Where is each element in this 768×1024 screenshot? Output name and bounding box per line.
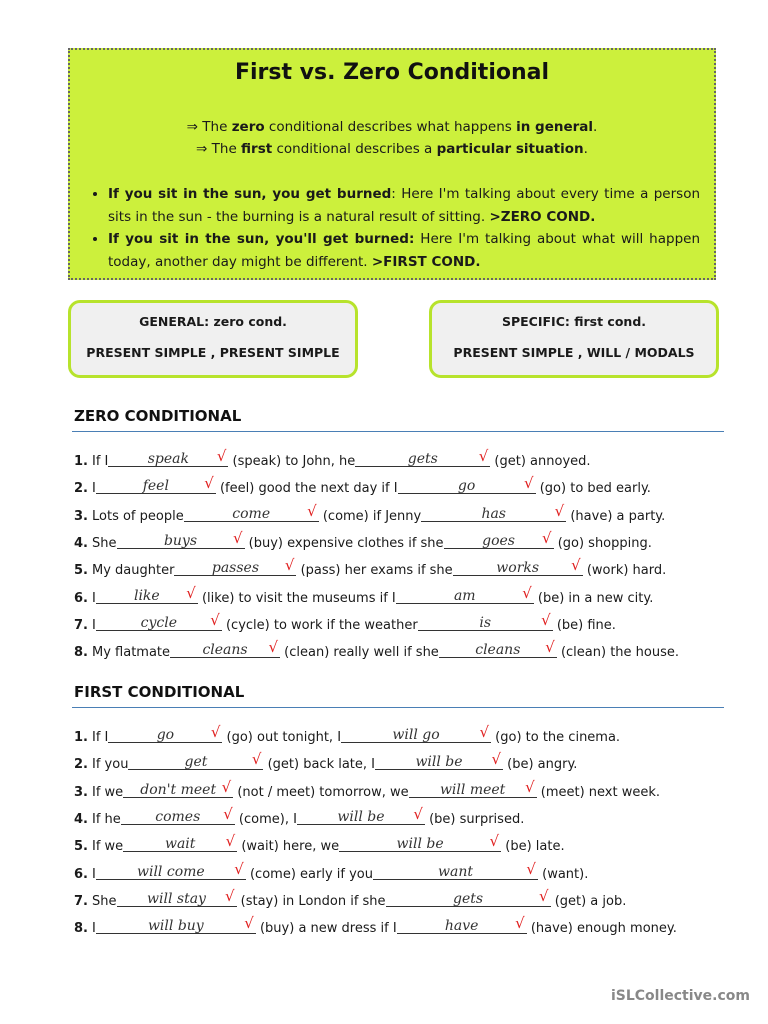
answer-blank-1[interactable] (96, 914, 256, 935)
checkmark-icon: √ (554, 501, 565, 520)
zero-exercise-5 (74, 556, 667, 579)
exercise-number: 4. (74, 811, 88, 827)
handwritten-answer: am (453, 587, 476, 604)
prompt-part-1: My daughter (92, 563, 175, 579)
first-exercise-6 (74, 859, 589, 882)
prompt-part-2: (stay) in London if she (240, 893, 386, 909)
first-exercise-1 (74, 723, 621, 745)
prompt-part-2: (get) back late, I (267, 757, 375, 773)
prompt-part-1: My flatmate (92, 645, 171, 661)
first-exercise-8 (74, 914, 677, 937)
exercise-number: 8. (74, 645, 88, 661)
answer-blank-1[interactable] (108, 447, 228, 467)
prompt-part-3: (go) to bed early. (539, 481, 651, 497)
exercise-number: 5. (74, 563, 88, 579)
answer-blank-2[interactable] (355, 447, 490, 467)
general-rule-title: GENERAL: zero cond. (139, 314, 287, 329)
prompt-part-3: (want). (542, 866, 589, 882)
checkmark-icon: √ (221, 777, 232, 796)
specific-rule-box (429, 300, 719, 378)
prompt-part-2: (come) if Jenny (322, 508, 422, 524)
checkmark-icon: √ (251, 750, 262, 769)
checkmark-icon: √ (232, 528, 243, 547)
answer-blank-2[interactable] (409, 777, 537, 798)
answer-blank-2[interactable] (373, 859, 538, 880)
zero-section-divider (72, 431, 724, 432)
prompt-part-3: (have) enough money. (530, 921, 677, 937)
handwritten-answer: want (437, 863, 473, 880)
answer-blank-1[interactable] (184, 501, 319, 522)
general-rule-formula: PRESENT SIMPLE , PRESENT SIMPLE (86, 345, 340, 360)
handwritten-answer: has (481, 505, 506, 522)
handwritten-answer: come (232, 505, 271, 522)
answer-blank-1[interactable] (170, 638, 280, 659)
answer-blank-2[interactable] (439, 638, 557, 659)
exercise-number: 6. (74, 866, 88, 882)
handwritten-answer: wait (164, 836, 196, 853)
prompt-part-3: (clean) the house. (560, 645, 679, 661)
prompt-part-1: If we (92, 839, 124, 855)
first-exercise-5 (74, 832, 565, 855)
definition-first: ⇒ The first conditional describes a particular situation. (196, 141, 588, 157)
prompt-part-2: (go) out tonight, I (226, 730, 342, 745)
prompt-part-1: If you (92, 757, 129, 773)
checkmark-icon: √ (210, 723, 221, 741)
handwritten-answer: feel (142, 478, 169, 495)
zero-exercise-7 (74, 610, 616, 633)
checkmark-icon: √ (545, 638, 555, 657)
handwritten-answer: gets (453, 890, 484, 907)
prompt-part-2: (come) early if you (249, 866, 373, 882)
first-section-divider (72, 707, 724, 708)
checkmark-icon: √ (538, 886, 549, 905)
prompt-part-3: (be) surprised. (429, 811, 525, 827)
example-bullets (90, 183, 700, 273)
handwritten-answer: cleans (202, 642, 248, 659)
answer-blank-1[interactable] (96, 859, 246, 880)
prompt-part-3: (be) angry. (507, 757, 578, 773)
handwritten-answer: will be (415, 754, 463, 771)
answer-blank-1[interactable] (123, 832, 237, 853)
handwritten-answer: buys (163, 532, 198, 549)
exercise-number: 5. (74, 839, 88, 855)
checkmark-icon: √ (541, 610, 551, 629)
answer-blank-2[interactable] (418, 610, 553, 631)
first-exercise-2 (74, 750, 578, 773)
exercise-number: 2. (74, 757, 88, 773)
prompt-part-3: (be) fine. (556, 617, 616, 633)
answer-blank-2[interactable] (421, 501, 566, 522)
exercise-number: 3. (74, 784, 88, 800)
checkmark-icon: √ (479, 723, 490, 741)
prompt-part-3: (have) a party. (570, 508, 666, 524)
handwritten-answer: will come (136, 863, 205, 880)
general-rule-box (68, 300, 358, 378)
prompt-part-2: (speak) to John, he (232, 454, 356, 469)
prompt-part-3: (go) shopping. (557, 535, 652, 551)
answer-blank-2[interactable] (386, 886, 551, 907)
prompt-part-1: If I (92, 454, 109, 469)
checkmark-icon: √ (225, 832, 236, 851)
checkmark-icon: √ (478, 447, 489, 465)
answer-blank-1[interactable] (117, 528, 245, 549)
handwritten-answer: will be (396, 836, 444, 853)
first-section-heading: FIRST CONDITIONAL (74, 683, 245, 701)
checkmark-icon: √ (216, 447, 227, 465)
intro-box (68, 48, 716, 280)
exercise-number: 2. (74, 481, 88, 497)
handwritten-answer: works (496, 560, 540, 577)
prompt-part-1: If he (92, 811, 121, 827)
answer-blank-2[interactable] (339, 832, 501, 853)
answer-blank-1[interactable] (174, 556, 296, 577)
checkmark-icon: √ (210, 610, 220, 629)
answer-blank-2[interactable] (444, 528, 554, 549)
checkmark-icon: √ (307, 501, 317, 520)
checkmark-icon: √ (525, 777, 535, 796)
exercise-number: 8. (74, 921, 88, 937)
prompt-part-1: She (92, 893, 117, 909)
prompt-part-3: (get) annoyed. (494, 454, 591, 469)
prompt-part-2: (wait) here, we (241, 839, 340, 855)
prompt-part-2: (like) to visit the museums if I (201, 590, 396, 606)
prompt-part-1: If I (92, 730, 109, 745)
handwritten-answer: get (184, 754, 208, 771)
answer-blank-2[interactable] (341, 723, 491, 743)
prompt-part-2: (buy) expensive clothes if she (248, 535, 444, 551)
handwritten-answer: goes (482, 532, 515, 549)
checkmark-icon: √ (489, 832, 500, 851)
checkmark-icon: √ (223, 804, 233, 823)
checkmark-icon: √ (284, 556, 295, 575)
handwritten-answer: cycle (140, 614, 178, 631)
zero-exercise-8 (74, 638, 679, 661)
exercise-number: 7. (74, 893, 88, 909)
checkmark-icon: √ (541, 528, 552, 547)
zero-exercise-3 (74, 501, 666, 524)
bullet-first: • If you sit in the sun, you'll get burned: Here I'm talking about what will happen today, another day might be different. >FIRST COND. (108, 228, 700, 273)
handwritten-answer: will go (392, 727, 440, 743)
exercise-number: 4. (74, 535, 88, 551)
answer-blank-2[interactable] (397, 914, 527, 935)
handwritten-answer: gets (407, 451, 438, 467)
specific-rule-formula: PRESENT SIMPLE , WILL / MODALS (453, 345, 695, 360)
prompt-part-3: (be) late. (505, 839, 565, 855)
prompt-part-3: (get) a job. (554, 893, 627, 909)
checkmark-icon: √ (413, 804, 423, 823)
handwritten-answer: don't meet (140, 781, 217, 798)
exercise-number: 1. (74, 730, 88, 745)
answer-blank-2[interactable] (453, 556, 583, 577)
checkmark-icon: √ (526, 859, 536, 878)
zero-exercise-1 (74, 447, 591, 469)
page-title: First vs. Zero Conditional (234, 60, 550, 85)
checkmark-icon: √ (268, 638, 279, 657)
answer-blank-1[interactable] (96, 610, 222, 631)
exercise-number: 6. (74, 590, 88, 606)
handwritten-answer: passes (211, 560, 260, 577)
prompt-part-1: I (92, 921, 96, 937)
checkmark-icon: √ (515, 914, 525, 933)
answer-blank-1[interactable] (121, 804, 235, 825)
answer-blank-1[interactable] (108, 723, 222, 743)
prompt-part-1: Lots of people (92, 508, 184, 524)
exercise-number: 7. (74, 617, 88, 633)
handwritten-answer: go (457, 478, 476, 495)
prompt-part-3: (be) in a new city. (537, 590, 654, 606)
answer-blank-1[interactable] (96, 474, 216, 495)
prompt-part-1: She (92, 535, 117, 551)
prompt-part-1: I (92, 590, 96, 606)
handwritten-answer: like (133, 587, 160, 604)
prompt-part-2: (come), I (238, 811, 297, 827)
first-exercise-4 (74, 804, 525, 827)
answer-blank-2[interactable] (396, 583, 534, 604)
checkmark-icon: √ (524, 474, 534, 493)
answer-blank-2[interactable] (375, 750, 503, 771)
definition-zero: ⇒ The zero conditional describes what happens in general. (186, 119, 598, 135)
handwritten-answer: is (479, 614, 492, 631)
specific-rule-title: SPECIFIC: first cond. (501, 314, 647, 329)
zero-exercise-6 (74, 583, 654, 606)
first-exercise-3 (74, 777, 661, 800)
checkmark-icon: √ (204, 474, 214, 493)
checkmark-icon: √ (234, 859, 244, 878)
handwritten-answer: will meet (439, 781, 506, 798)
prompt-part-2: (clean) really well if she (284, 645, 439, 661)
checkmark-icon: √ (522, 583, 532, 602)
prompt-part-3: (go) to the cinema. (495, 730, 621, 745)
handwritten-answer: go (156, 727, 175, 743)
first-exercise-7 (74, 886, 627, 909)
handwritten-answer: will be (337, 808, 385, 825)
prompt-part-2: (not / meet) tomorrow, we (237, 784, 409, 800)
prompt-part-2: (buy) a new dress if I (259, 921, 397, 937)
handwritten-answer: will stay (147, 890, 206, 907)
answer-blank-2[interactable] (398, 474, 536, 495)
prompt-part-2: (pass) her exams if she (300, 563, 453, 579)
prompt-part-1: I (92, 866, 96, 882)
bullet-zero: • If you sit in the sun, you get burned: Here I'm talking about every time a person sits in the sun - the burning is a natural result of sitting. >ZERO COND. (108, 183, 700, 228)
answer-blank-1[interactable] (96, 583, 198, 604)
answer-blank-2[interactable] (297, 804, 425, 825)
prompt-part-3: (work) hard. (586, 563, 667, 579)
checkmark-icon: √ (571, 556, 581, 575)
answer-blank-1[interactable] (123, 777, 233, 798)
prompt-part-1: I (92, 481, 96, 497)
exercise-number: 1. (74, 454, 88, 469)
answer-blank-1[interactable] (117, 886, 237, 907)
checkmark-icon: √ (244, 914, 254, 933)
prompt-part-1: If we (92, 784, 124, 800)
handwritten-answer: have (444, 918, 479, 935)
checkmark-icon: √ (224, 886, 235, 905)
handwritten-answer: speak (147, 451, 190, 467)
site-watermark: iSLCollective.com (610, 988, 750, 1004)
prompt-part-2: (cycle) to work if the weather (225, 617, 418, 633)
prompt-part-1: I (92, 617, 96, 633)
prompt-part-3: (meet) next week. (540, 784, 661, 800)
handwritten-answer: cleans (475, 642, 521, 659)
checkmark-icon: √ (186, 583, 196, 602)
zero-exercise-4 (74, 528, 652, 551)
zero-section-heading: ZERO CONDITIONAL (74, 407, 242, 425)
handwritten-answer: will buy (147, 918, 204, 935)
checkmark-icon: √ (491, 750, 501, 769)
exercise-number: 3. (74, 508, 88, 524)
answer-blank-1[interactable] (128, 750, 263, 771)
handwritten-answer: comes (155, 808, 201, 825)
zero-exercise-2 (74, 474, 651, 497)
prompt-part-2: (feel) good the next day if I (219, 481, 398, 497)
